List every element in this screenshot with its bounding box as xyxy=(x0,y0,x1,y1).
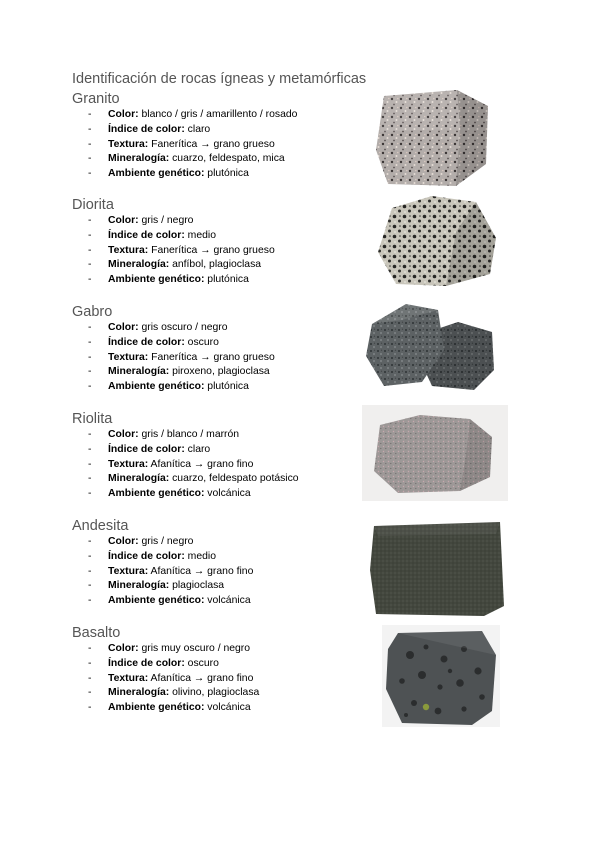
property-key: Mineralogía: xyxy=(108,473,170,485)
property-key: Textura: xyxy=(108,138,149,150)
granite-rock-image xyxy=(372,88,494,190)
rock-section-basalto xyxy=(0,625,600,725)
rock-name: Basalto xyxy=(72,625,121,641)
property-item: - Mineralogía: olivino, plagioclasa xyxy=(88,687,260,699)
property-item: - Color: gris / blanco / marrón xyxy=(88,429,240,440)
property-item: - Mineralogía: cuarzo, feldespato potásico xyxy=(88,473,299,485)
property-value: gris / negro xyxy=(138,215,194,226)
property-value: Fanerítica → grano grueso xyxy=(148,244,275,256)
property-key: Índice de color: xyxy=(108,550,185,562)
property-list xyxy=(88,642,259,716)
property-value: claro xyxy=(184,123,211,135)
property-item: - Índice de color: claro xyxy=(88,443,211,455)
property-key: Ambiente genético: xyxy=(108,381,205,393)
property-value: Fanerítica → grano grueso xyxy=(148,351,275,363)
property-item: - Textura: Fanerítica → grano grueso xyxy=(88,138,275,150)
property-key: Índice de color: xyxy=(108,657,185,669)
property-value: gris / negro xyxy=(138,536,194,547)
property-key: Ambiente genético: xyxy=(108,274,205,286)
rock-section-riolita xyxy=(0,411,600,511)
property-value: anfíbol, plagioclasa xyxy=(169,259,262,271)
property-key: Mineralogía: xyxy=(108,259,170,271)
property-key: Textura: xyxy=(108,244,149,256)
rock-name: Andesita xyxy=(72,518,129,534)
property-key: Textura: xyxy=(108,351,149,363)
property-key: Índice de color: xyxy=(108,443,185,455)
property-value: oscuro xyxy=(184,657,219,669)
property-value: Afanítica → grano fino xyxy=(148,565,254,577)
property-item: - Mineralogía: cuarzo, feldespato, mica xyxy=(88,153,285,165)
property-item: - Textura: Fanerítica → grano grueso xyxy=(88,351,275,363)
property-key: Ambiente genético: xyxy=(108,702,205,714)
property-value: plutónica xyxy=(204,168,249,180)
property-key: Ambiente genético: xyxy=(108,168,205,180)
andesite-rock-image xyxy=(366,520,508,618)
rock-section-granito xyxy=(0,91,600,191)
property-item: - Textura: Fanerítica → grano grueso xyxy=(88,244,275,256)
property-key: Índice de color: xyxy=(108,123,185,135)
property-item: - Índice de color: medio xyxy=(88,229,216,241)
rock-section-diorita xyxy=(0,197,600,297)
property-item: - Ambiente genético: plutónica xyxy=(88,274,249,286)
property-key: Color: xyxy=(108,109,139,120)
property-value: Afanítica → grano fino xyxy=(148,458,254,470)
property-item: - Color: gris muy oscuro / negro xyxy=(88,643,251,654)
property-value: Afanítica → grano fino xyxy=(148,672,254,684)
property-item: - Color: gris / negro xyxy=(88,536,194,547)
property-item: - Ambiente genético: plutónica xyxy=(88,381,249,393)
diorite-rock-image xyxy=(372,194,502,289)
property-list xyxy=(88,321,275,395)
rock-section-gabro xyxy=(0,304,600,404)
property-item: - Ambiente genético: volcánica xyxy=(88,702,251,714)
property-value: medio xyxy=(184,550,216,562)
gabbro-rock-image xyxy=(362,300,498,396)
property-value: oscuro xyxy=(184,336,219,348)
rhyolite-rock-image xyxy=(362,405,508,501)
property-value: blanco / gris / amarillento / rosado xyxy=(138,109,298,120)
property-value: gris oscuro / negro xyxy=(138,322,228,333)
property-value: plutónica xyxy=(204,274,249,286)
property-item: - Ambiente genético: volcánica xyxy=(88,488,251,500)
property-item: - Color: gris / negro xyxy=(88,215,194,226)
property-value: olivino, plagioclasa xyxy=(169,687,260,699)
property-key: Textura: xyxy=(108,672,149,684)
property-key: Índice de color: xyxy=(108,229,185,241)
property-value: plagioclasa xyxy=(169,580,225,592)
rock-name: Diorita xyxy=(72,197,114,213)
property-key: Mineralogía: xyxy=(108,153,170,165)
property-key: Color: xyxy=(108,215,139,226)
property-item: - Color: blanco / gris / amarillento / rosado xyxy=(88,109,298,120)
property-key: Índice de color: xyxy=(108,336,185,348)
property-item: - Ambiente genético: volcánica xyxy=(88,595,251,607)
rock-name: Granito xyxy=(72,91,120,107)
property-value: piroxeno, plagioclasa xyxy=(169,366,270,378)
property-key: Color: xyxy=(108,643,139,654)
basalt-rock-image xyxy=(382,625,500,727)
property-value: medio xyxy=(184,229,216,241)
page-title: Identificación de rocas ígneas y metamórficas xyxy=(72,71,367,87)
property-item: - Índice de color: oscuro xyxy=(88,336,219,348)
property-value: gris muy oscuro / negro xyxy=(138,643,251,654)
property-item: - Textura: Afanítica → grano fino xyxy=(88,458,254,470)
property-value: gris / blanco / marrón xyxy=(138,429,240,440)
property-item: - Mineralogía: piroxeno, plagioclasa xyxy=(88,366,270,378)
property-item: - Índice de color: claro xyxy=(88,123,211,135)
property-item: - Mineralogía: anfíbol, plagioclasa xyxy=(88,259,262,271)
property-key: Textura: xyxy=(108,458,149,470)
property-item: - Textura: Afanítica → grano fino xyxy=(88,672,254,684)
property-key: Color: xyxy=(108,429,139,440)
property-list xyxy=(88,214,275,288)
property-key: Color: xyxy=(108,322,139,333)
property-item: - Ambiente genético: plutónica xyxy=(88,168,249,180)
property-item: - Textura: Afanítica → grano fino xyxy=(88,565,254,577)
property-key: Ambiente genético: xyxy=(108,595,205,607)
property-key: Textura: xyxy=(108,565,149,577)
rock-name: Riolita xyxy=(72,411,113,427)
property-key: Color: xyxy=(108,536,139,547)
property-list xyxy=(88,108,297,182)
property-item: - Mineralogía: plagioclasa xyxy=(88,580,225,592)
property-item: - Índice de color: medio xyxy=(88,550,216,562)
property-item: - Índice de color: oscuro xyxy=(88,657,219,669)
property-key: Mineralogía: xyxy=(108,580,170,592)
property-key: Mineralogía: xyxy=(108,687,170,699)
rock-section-andesita xyxy=(0,518,600,618)
property-list xyxy=(88,428,299,502)
rock-name: Gabro xyxy=(72,304,113,320)
property-value: claro xyxy=(184,443,211,455)
property-value: volcánica xyxy=(204,702,251,714)
property-value: volcánica xyxy=(204,595,251,607)
property-value: volcánica xyxy=(204,488,251,500)
property-list xyxy=(88,535,253,609)
property-item: - Color: gris oscuro / negro xyxy=(88,322,228,333)
property-key: Ambiente genético: xyxy=(108,488,205,500)
property-key: Mineralogía: xyxy=(108,366,170,378)
property-value: plutónica xyxy=(204,381,249,393)
property-value: Fanerítica → grano grueso xyxy=(148,138,275,150)
property-value: cuarzo, feldespato, mica xyxy=(169,153,285,165)
property-value: cuarzo, feldespato potásico xyxy=(169,473,299,485)
